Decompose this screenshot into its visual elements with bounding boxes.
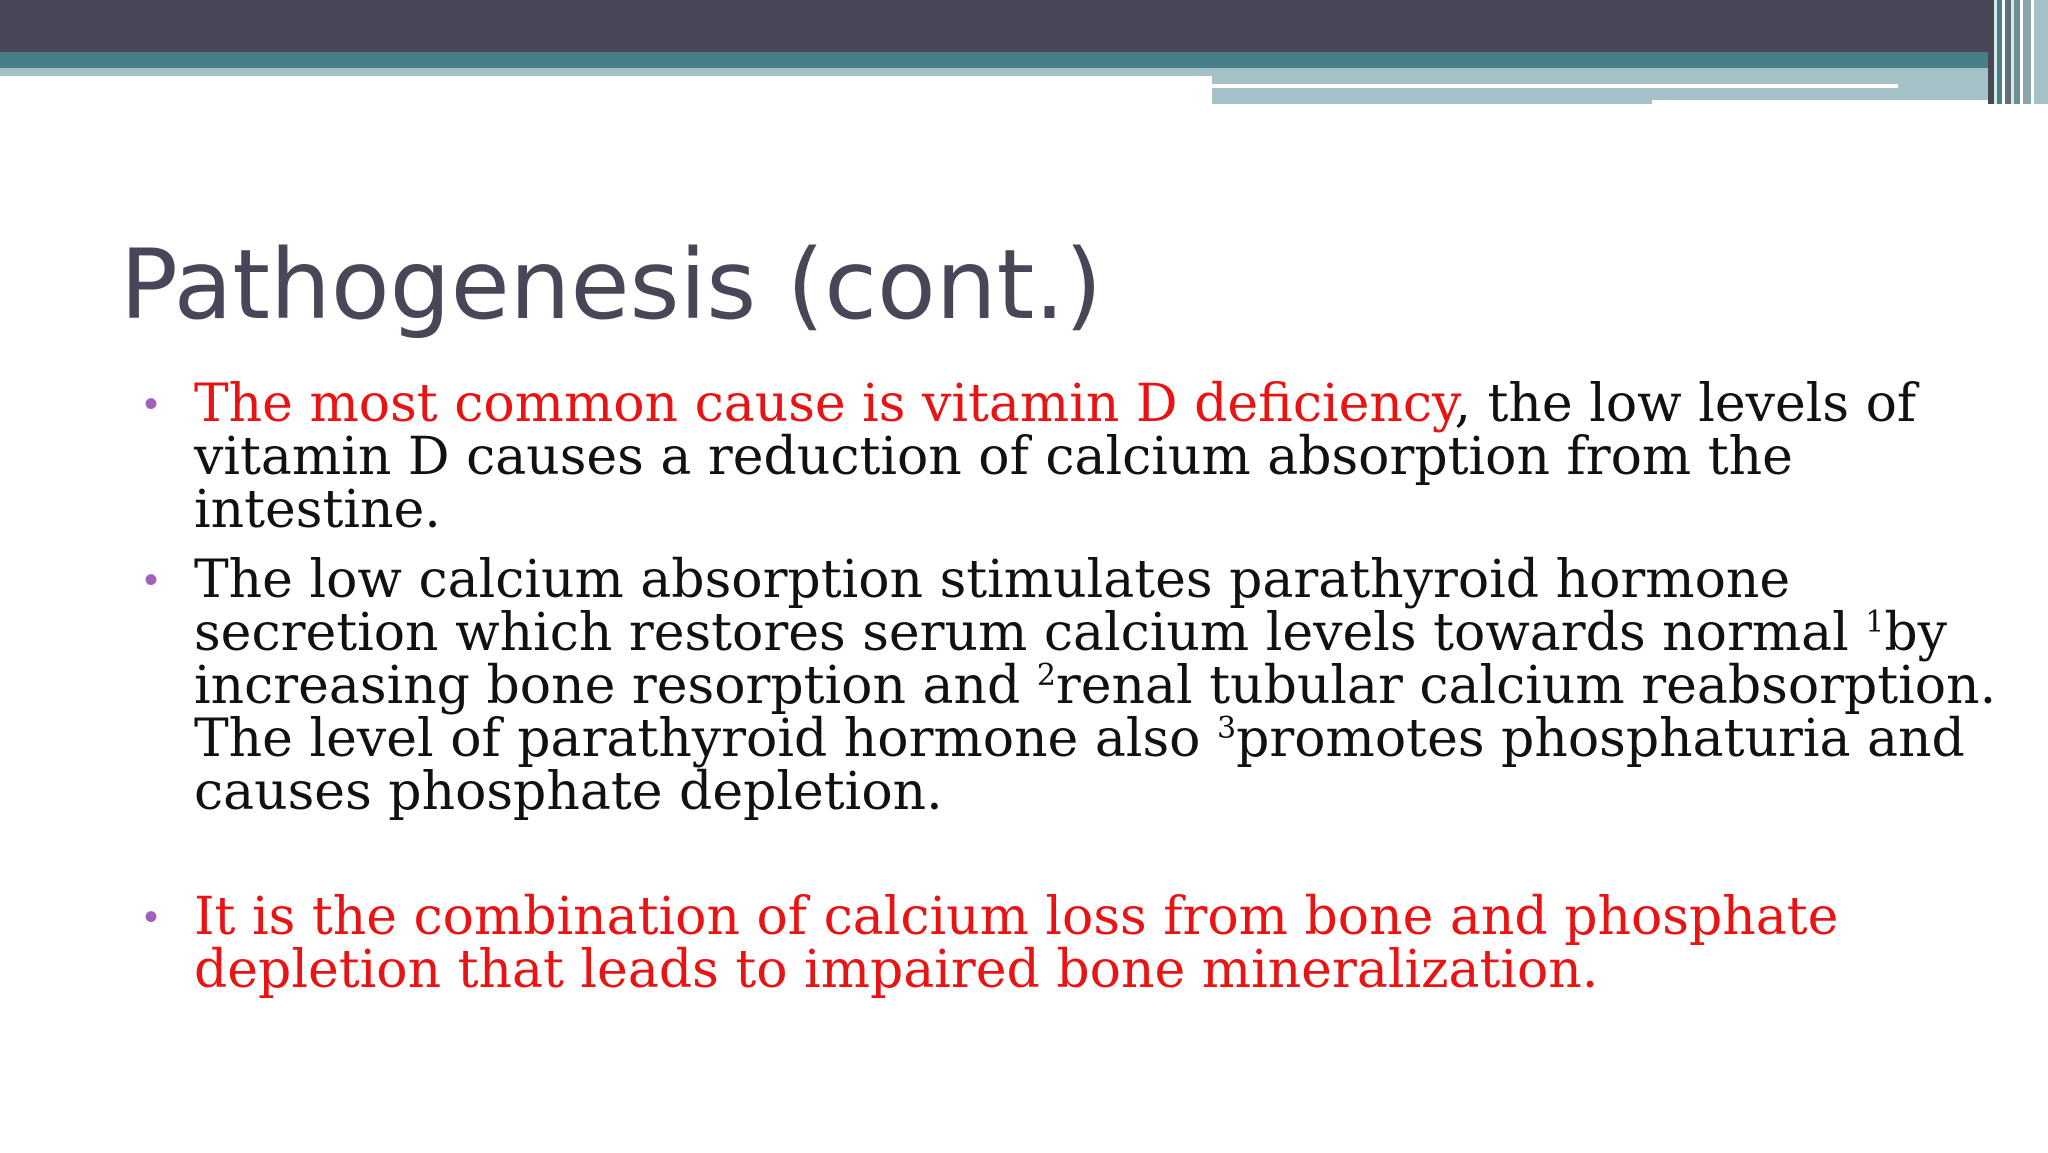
bullet-item xyxy=(138,887,2018,1000)
bullet-marker: • xyxy=(144,895,159,939)
footnote-marker: 1 xyxy=(1865,605,1885,640)
bullet-text: The low calcium absorption stimulates parathyroid hormone secretion which restores serum calcium levels towards normal xyxy=(194,550,1866,663)
bullet-marker: • xyxy=(144,382,159,426)
bullet-item xyxy=(138,374,2018,554)
bullet-marker: • xyxy=(144,558,159,602)
bullet-text: , the low levels of vitamin D causes a reduction of calcium absorption from the intestine. xyxy=(194,374,1917,540)
banner-tab-notch xyxy=(1652,100,1998,104)
banner-tab-line xyxy=(1212,84,1898,88)
bullet-text: promotes phosphaturia and causes phosphate depletion. xyxy=(194,709,1965,822)
banner-edge-stripes xyxy=(1988,0,2048,104)
bullet-list xyxy=(138,374,2018,1000)
banner-light-band xyxy=(0,68,1212,76)
bullet-item xyxy=(138,550,2018,891)
banner-teal-band xyxy=(0,52,2048,68)
bullet-text: renal tubular calcium reabsorption. The level of parathyroid hormone also xyxy=(194,656,1997,769)
banner-dark-band xyxy=(0,0,2048,52)
footnote-marker: 3 xyxy=(1217,711,1237,746)
footnote-marker: 2 xyxy=(1036,658,1056,693)
bullet-highlight-text: The most common cause is vitamin D deficiency xyxy=(194,374,1455,434)
slide-title: Pathogenesis (cont.) xyxy=(120,229,1103,341)
bullet-text: by increasing bone resorption and xyxy=(194,603,1948,716)
bullet-highlight-text: It is the combination of calcium loss from bone and phosphate depletion that leads to impaired bone mineralization. xyxy=(194,887,1839,1000)
